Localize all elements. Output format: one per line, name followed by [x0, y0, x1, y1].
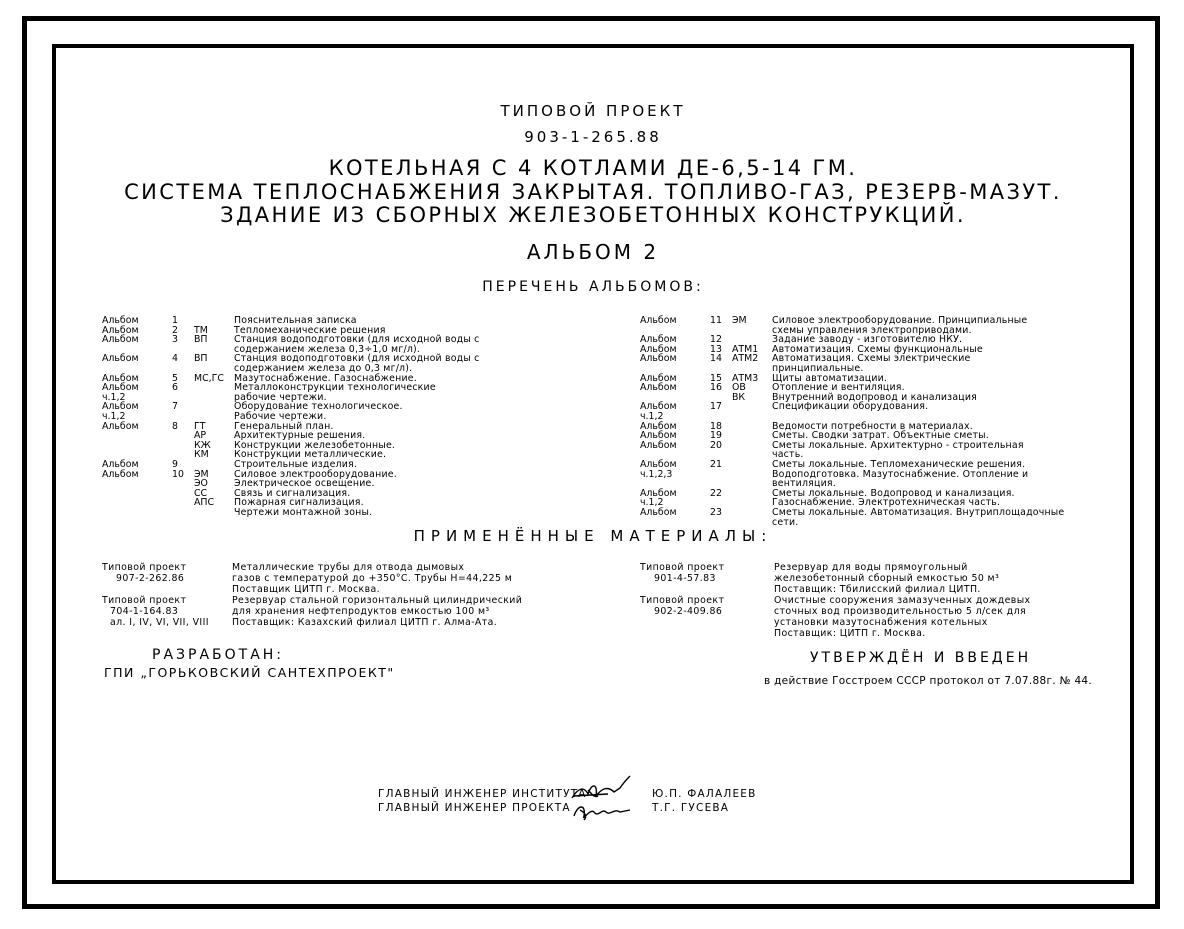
signature-name: Ю.П. ФАЛАЛЕЕВ — [652, 788, 757, 800]
album-desc: Газоснабжение. Электротехническая часть. — [772, 497, 1001, 509]
album-code: ЭО — [194, 478, 208, 490]
album-album: Альбом — [102, 468, 139, 480]
album-album: ч.1,2 — [640, 411, 664, 422]
album-album: Альбом — [640, 353, 677, 365]
album-album: ч.1,2 — [102, 411, 126, 422]
album-desc: Пояснительная записка — [234, 315, 357, 326]
album-desc: Автоматизация. Схемы электрические — [772, 353, 971, 365]
signature-name: Т.Г. ГУСЕВА — [652, 802, 730, 814]
material-line: Поставщик ЦИТП г. Москва. — [232, 584, 381, 595]
album-num: 23 — [710, 507, 722, 518]
material-line: Резервуар для воды прямоугольный — [774, 562, 968, 573]
material-number: 704-1-164.83 — [110, 606, 179, 617]
album-desc: Металлоконструкции технологические — [234, 382, 436, 394]
material-line: для хранения нефтепродуктов емкостью 100 м³ — [232, 606, 490, 617]
albums-heading: ПЕРЕЧЕНЬ АЛЬБОМОВ: — [482, 279, 704, 295]
title-sheet — [56, 48, 1130, 880]
album-desc: Щиты автоматизации. — [772, 372, 888, 384]
material-album-list: ал. I, IV, VI, VII, VIII — [110, 617, 209, 628]
album-desc: Сметы локальные. Водопровод и канализация. — [772, 487, 1015, 499]
album-code: МС,ГС — [194, 372, 224, 384]
album-album: Альбом — [640, 401, 677, 413]
material-line: Металлические трубы для отвода дымовых — [232, 562, 465, 573]
album-code: ЭМ — [732, 315, 747, 326]
album-album: Альбом — [102, 382, 139, 394]
material-line: железобетонный сборный емкостью 50 м³ — [774, 573, 1000, 584]
material-line: установки мазутоснабжения котельных — [774, 617, 988, 628]
album-album: Альбом — [640, 343, 677, 355]
album-num: 10 — [172, 468, 184, 480]
developer-heading: РАЗРАБОТАН: — [152, 647, 285, 663]
album-desc: Ведомости потребности в материалах. — [772, 420, 973, 432]
material-line: Резервуар стальной горизонтальный цилиндрический — [232, 595, 523, 606]
album-album: Альбом — [102, 315, 139, 326]
album-code: СС — [194, 487, 208, 499]
album-num: 22 — [710, 487, 722, 499]
album-desc: Связь и сигнализация. — [234, 487, 351, 499]
album-album: Альбом — [640, 420, 677, 432]
album-desc: Архитектурные решения. — [234, 430, 366, 442]
album-num: 18 — [710, 420, 722, 432]
album-desc: схемы управления электроприводами. — [772, 324, 972, 336]
title-line-2: СИСТЕМА ТЕПЛОСНАБЖЕНИЯ ЗАКРЫТАЯ. ТОПЛИВО-ГАЗ, РЕЗЕРВ-МАЗУТ. — [124, 180, 1062, 204]
album-desc: Станция водоподготовки (для исходной воды с — [234, 334, 480, 346]
album-code: АТМ1 — [732, 343, 759, 355]
album-code: ВП — [194, 353, 208, 365]
album-album: Альбом — [640, 507, 677, 518]
album-album: Альбом — [640, 382, 677, 394]
album-desc: Тепломеханические решения — [234, 324, 386, 336]
album-desc: вентиляция. — [772, 478, 836, 490]
album-num: 5 — [172, 372, 178, 384]
material-line: сточных вод производительностью 5 л/сек для — [774, 606, 1027, 617]
album-album: Альбом — [102, 353, 139, 365]
album-desc: Отопление и вентиляция. — [772, 382, 905, 394]
album-album: Альбом — [640, 372, 677, 384]
album-album: Альбом — [102, 324, 139, 336]
album-num: 3 — [172, 334, 178, 346]
material-label: Типовой проект — [102, 595, 187, 606]
album-code: АПС — [194, 497, 215, 509]
album-album: Альбом — [640, 487, 677, 499]
album-desc: Сметы локальные. Архитектурно - строительная — [772, 439, 1024, 451]
album-desc: часть. — [772, 449, 804, 461]
type-label: ТИПОВОЙ ПРОЕКТ — [500, 102, 686, 120]
album-album: Альбом — [640, 430, 677, 442]
album-num: 8 — [172, 420, 178, 432]
album-num: 15 — [710, 372, 722, 384]
album-desc: сети. — [772, 516, 799, 528]
album-desc: Чертежи монтажной зоны. — [234, 507, 373, 518]
material-line: Очистные сооружения замазученных дождевых — [774, 595, 1031, 606]
material-line: газов с температурой до +350°С. Трубы Н=44,225 м — [232, 573, 513, 584]
album-album: Альбом — [640, 315, 677, 326]
album-num: 11 — [710, 315, 722, 326]
album-desc: Силовое электрооборудование. Принципиальные — [772, 315, 1028, 326]
signature-role: ГЛАВНЫЙ ИНЖЕНЕР ИНСТИТУТА — [378, 788, 587, 800]
developer-name: ГПИ „ГОРЬКОВСКИЙ САНТЕХПРОЕКТ" — [104, 665, 395, 680]
album-desc: Строительные изделия. — [234, 459, 358, 470]
album-desc: Оборудование технологическое. — [234, 401, 403, 413]
album-album: Альбом — [640, 459, 677, 470]
album-code: ГТ — [194, 420, 206, 432]
signature-role: ГЛАВНЫЙ ИНЖЕНЕР ПРОЕКТА — [378, 802, 571, 814]
album-num: 14 — [710, 353, 722, 365]
material-label: Типовой проект — [640, 562, 725, 573]
album-num: 1 — [172, 315, 178, 326]
album-num: 4 — [172, 353, 178, 365]
album-desc: Конструкции железобетонные. — [234, 439, 396, 451]
material-number: 902-2-409.86 — [654, 606, 723, 617]
album-desc: Станция водоподготовки (для исходной воды с — [234, 353, 480, 365]
album-album: Альбом — [102, 420, 139, 432]
album-num: 2 — [172, 324, 178, 336]
album-code: ТМ — [194, 324, 208, 336]
album-num: 12 — [710, 334, 722, 346]
album-album: ч.1,2 — [640, 497, 664, 509]
album-desc: Сметы локальные. Тепломеханические решения. — [772, 459, 1026, 470]
album-num: 9 — [172, 459, 178, 470]
album-code: ОВ — [732, 382, 746, 394]
album-code: ЭМ — [194, 468, 209, 480]
album-num: 7 — [172, 401, 178, 413]
album-desc: Генеральный план. — [234, 420, 334, 432]
album-num: 20 — [710, 439, 722, 451]
album-album: Альбом — [102, 334, 139, 346]
album-code: ВК — [732, 391, 746, 403]
signature-scribble-2 — [570, 798, 634, 828]
project-number: 903-1-265.88 — [524, 128, 662, 146]
material-label: Типовой проект — [640, 595, 725, 606]
album-album: Альбом — [102, 401, 139, 413]
album-desc: рабочие чертежи. — [234, 391, 327, 403]
album-desc: Электрическое освещение. — [234, 478, 375, 490]
album-desc: Конструкции металлические. — [234, 449, 387, 461]
album-desc: Мазутоснабжение. Газоснабжение. — [234, 372, 417, 384]
album-album: ч.1,2 — [102, 391, 126, 403]
material-number: 907-2-262.86 — [116, 573, 185, 584]
album-album: ч.1,2,3 — [640, 468, 673, 480]
material-line: Поставщик: ЦИТП г. Москва. — [774, 628, 926, 639]
album-num: 13 — [710, 343, 722, 355]
album-desc: Задание заводу - изготовителю НКУ. — [772, 334, 963, 346]
materials-heading: ПРИМЕНЁННЫЕ МАТЕРИАЛЫ: — [413, 527, 773, 545]
album-num: 21 — [710, 459, 722, 470]
title-line-3: ЗДАНИЕ ИЗ СБОРНЫХ ЖЕЛЕЗОБЕТОННЫХ КОНСТРУКЦИЙ. — [220, 203, 966, 227]
album-code: КМ — [194, 449, 209, 461]
album-desc: Сметы локальные. Автоматизация. Внутриплощадочные — [772, 507, 1065, 518]
album-desc: Внутренний водопровод и канализация — [772, 391, 978, 403]
approval-text: в действие Госстроем СССР протокол от 7.07.88г. № 44. — [764, 675, 1093, 687]
album-desc: принципиальные. — [772, 363, 864, 374]
material-label: Типовой проект — [102, 562, 187, 573]
album-desc: Спецификации оборудования. — [772, 401, 929, 413]
album-code: ВП — [194, 334, 208, 346]
album-album: Альбом — [102, 372, 139, 384]
album-label: АЛЬБОМ 2 — [526, 240, 660, 264]
album-desc: Сметы. Сводки затрат. Объектные сметы. — [772, 430, 989, 442]
album-desc: Автоматизация. Схемы функциональные — [772, 343, 983, 355]
album-desc: содержанием железа до 0,3 мг/л). — [234, 363, 413, 374]
album-code: АР — [194, 430, 207, 442]
album-row — [102, 508, 582, 519]
album-num: 17 — [710, 401, 722, 413]
album-code: АТМ3 — [732, 372, 759, 384]
album-album: Альбом — [640, 439, 677, 451]
album-num: 16 — [710, 382, 722, 394]
album-desc: Силовое электрооборудование. — [234, 468, 397, 480]
album-num: 6 — [172, 382, 178, 394]
album-album: Альбом — [102, 459, 139, 470]
material-number: 901-4-57.83 — [654, 573, 716, 584]
album-code: АТМ2 — [732, 353, 759, 365]
material-line: Поставщик: Тбилисский филиал ЦИТП. — [774, 584, 981, 595]
album-code: КЖ — [194, 439, 211, 451]
album-desc: содержанием железа 0,3÷1,0 мг/л). — [234, 343, 421, 355]
album-album: Альбом — [640, 334, 677, 346]
title-line-1: КОТЕЛЬНАЯ С 4 КОТЛАМИ ДЕ-6,5-14 ГМ. — [328, 156, 858, 180]
album-desc: Рабочие чертежи. — [234, 411, 327, 422]
material-line: Поставщик: Казахский филиал ЦИТП г. Алма-Ата. — [232, 617, 498, 628]
album-desc: Пожарная сигнализация. — [234, 497, 364, 509]
album-num: 19 — [710, 430, 722, 442]
approval-heading: УТВЕРЖДЁН И ВВЕДЕН — [810, 650, 1032, 666]
album-desc: Водоподготовка. Мазутоснабжение. Отопление и — [772, 468, 1029, 480]
